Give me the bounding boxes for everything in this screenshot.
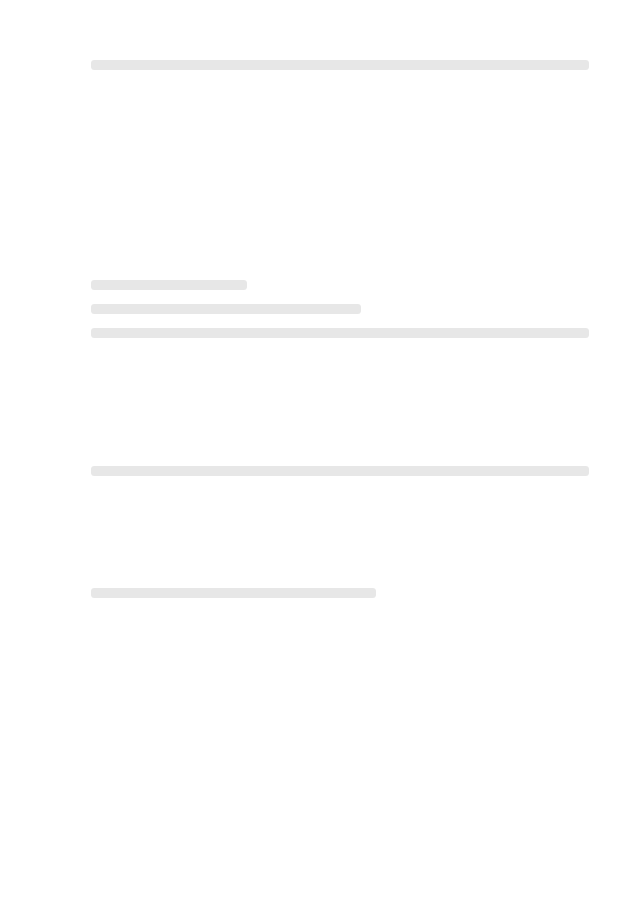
paragraph	[91, 588, 610, 602]
paragraph	[91, 328, 610, 456]
paragraph	[91, 60, 610, 270]
document-body	[91, 60, 610, 612]
paragraph	[91, 304, 610, 318]
paragraph	[91, 280, 610, 294]
paragraph	[91, 466, 610, 578]
